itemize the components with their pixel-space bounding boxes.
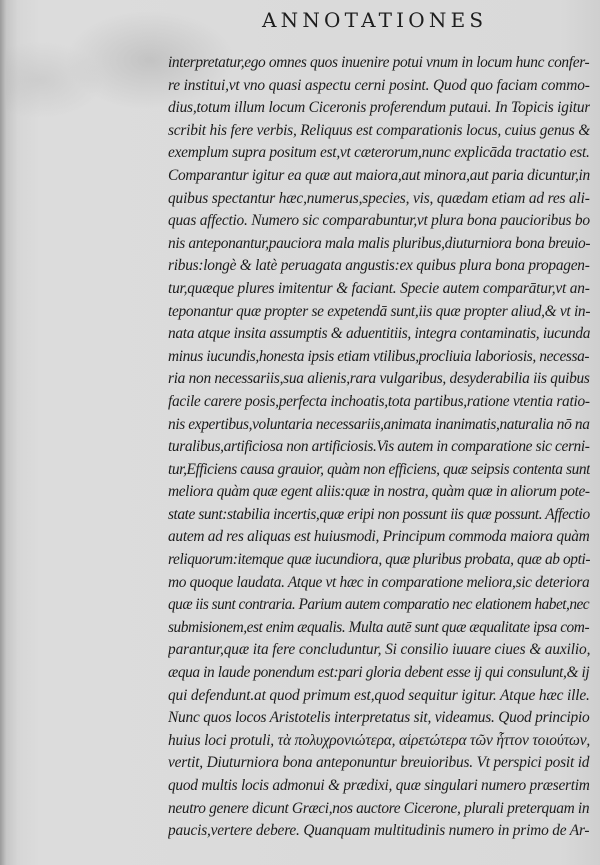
text-line: tur,quæque plures imitentur & faciant. Specie autem comparātur,vt an-	[168, 279, 590, 297]
text-line: submisionem,est enim æqualis. Multa autē sunt quæ æqualitate ipsa com-	[168, 618, 590, 636]
text-line: huius loci protuli, τὰ πολυχρονιώτερα, αἱρετώτερα τῶν ἧττον τοιούτων,	[168, 731, 590, 749]
text-line: ria non necessariis,sua alienis,rara vulgaribus, desyderabilia iis quibus	[168, 370, 590, 388]
text-line: nata atque insita assumptis & aduentitiis, integra contaminatis, iucunda	[168, 325, 590, 343]
body-text	[168, 52, 590, 843]
text-line: vertit, Diuturniora bona anteponuntur breuioribus. Vt perspici posit id	[168, 754, 590, 772]
text-line: parantur,quæ ita fere concluduntur, Si consilio iuuare ciues & auxilio,	[168, 641, 590, 659]
text-line: turalibus,artificiosa non artificiosis.Vis autem in comparatione sic cerni-	[168, 438, 590, 456]
text-line: quod multis locis admonui & prædixi, quæ singulari numero præsertim	[168, 777, 590, 794]
text-line: facile carere posis,perfecta inchoatis,tota partibus,ratione vtentia ratio-	[168, 392, 590, 410]
text-line: æqua in laude ponendum est:pari gloria debent esse ij qui consulunt,& ij	[168, 664, 590, 682]
text-line: quas affectio. Numero sic comparabuntur,vt plura bona paucioribus bo	[168, 212, 590, 230]
text-line: quibus spectantur hæc,numerus,species, vis, quædam etiam ad res ali-	[168, 189, 590, 207]
text-line: minus iucundis,honesta ipsis etiam vtilibus,procliuia laboriosis, necessa-	[168, 347, 590, 365]
text-line: interpretatur,ego omnes quos inuenire potui vnum in locum hunc confer-	[168, 54, 590, 71]
text-line: tur,Efficiens causa grauior, quàm non efficiens, quæ seipsis contenta sunt	[168, 460, 590, 478]
text-line: dius,totum illum locum Ciceronis proferendum putaui. In Topicis igitur	[168, 99, 590, 117]
text-line: scribit his fere verbis, Reliquus est comparationis locus, cuius genus &	[168, 121, 590, 139]
text-line: state sunt:stabilia incertis,quæ eripi non possunt iis quæ possunt. Affectio	[168, 505, 590, 523]
text-line: teponantur quæ propter se expetendā sunt,iis quæ propter aliud,& vt in-	[168, 302, 590, 320]
text-line: nis anteponantur,pauciora mala malis pluribus,diuturniora bona breuio-	[168, 234, 590, 252]
text-line: paucis,vertere debere. Quanquam multitudinis numero in primo de Ar-	[168, 822, 590, 840]
text-line: autem ad res aliquas est huiusmodi, Principum commoda maiora quàm	[168, 528, 590, 546]
text-line: re institui,vt vno quasi aspectu cerni posint. Quod quo faciam commo-	[168, 76, 590, 94]
text-line: Nunc quos locos Aristotelis interpretatus sit, videamus. Quod principio	[168, 709, 590, 727]
text-line: exemplum supra positum est,vt cæterorum,nunc explicāda tractatio est.	[168, 144, 590, 162]
text-line: Comparantur igitur ea quæ aut maiora,aut minora,aut paria dicuntur,in	[168, 166, 590, 184]
text-line: reliquorum:itemque quæ iucundiora, quæ pluribus probata, quæ ab opti-	[168, 551, 590, 569]
page-gutter-edge	[0, 0, 6, 865]
running-head: ANNOTATIONES	[262, 8, 488, 32]
text-line: nis expertibus,voluntaria necessariis,animata inanimatis,naturalia nō na	[168, 415, 590, 433]
text-line: mo quoque laudata. Atque vt hæc in comparatione meliora,sic deteriora	[168, 573, 590, 591]
text-line: neutro genere dicunt Græci,nos auctore Cicerone, plurali preterquam in	[168, 799, 590, 817]
text-line: ribus:longè & latè peruagata angustis:ex quibus plura bona propagen-	[168, 257, 590, 275]
text-line: meliora quàm quæ egent aliis:quæ in nostra, quàm quæ in aliorum pote-	[168, 483, 590, 501]
text-line: quæ iis sunt contraria. Parium autem comparatio nec elationem habet,nec	[168, 596, 590, 614]
text-line: qui defendunt.at quod primum est,quod sequitur igitur. Atque hæc ille.	[168, 686, 590, 704]
